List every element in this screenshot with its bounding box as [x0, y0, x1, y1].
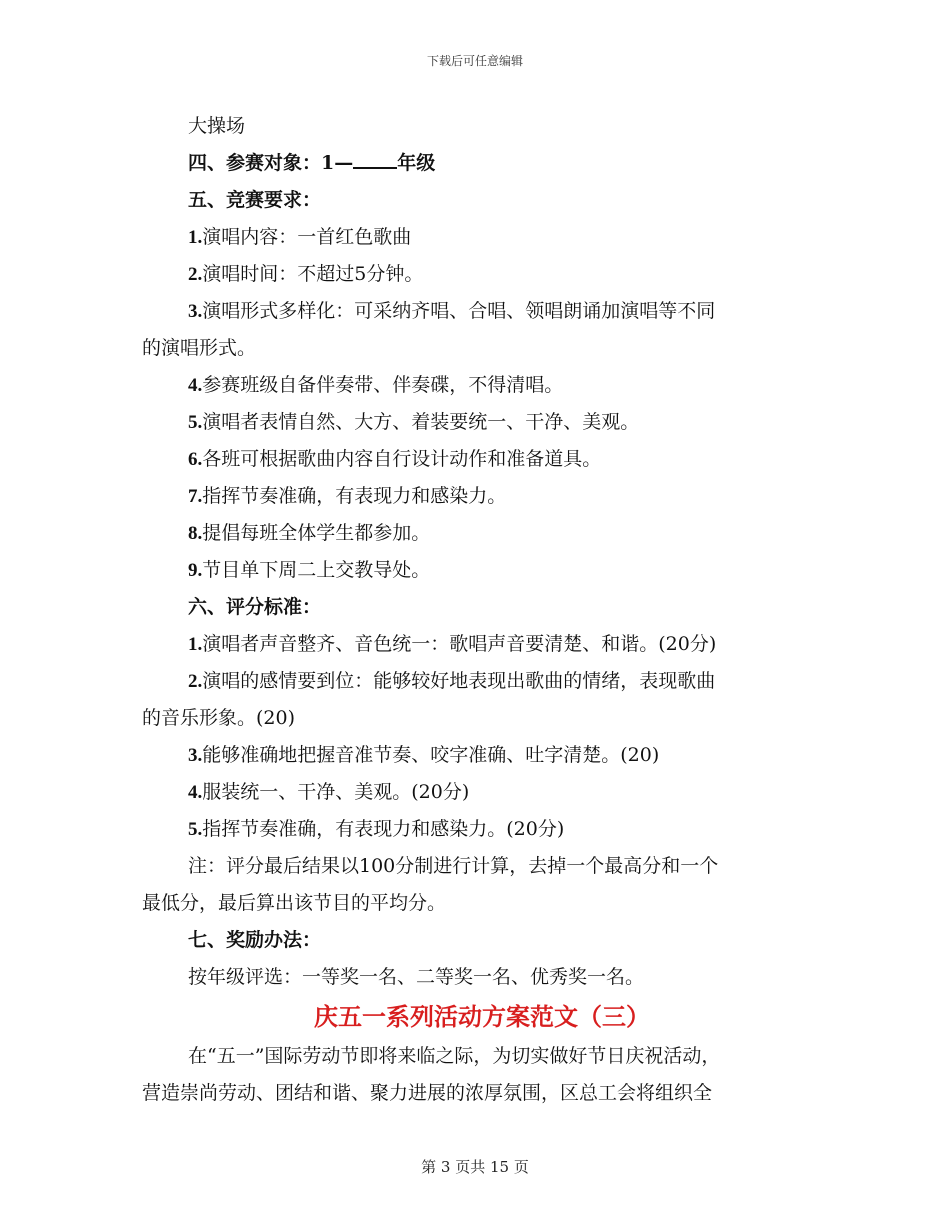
requirement-item-9 [142, 552, 812, 589]
scoring-item-2 [142, 663, 812, 700]
awards-text: 按年级评选：一等奖一名、二等奖一名、优秀奖一名。 [188, 966, 645, 988]
scoring-item-3 [142, 737, 812, 774]
page-header: 下载后可任意编辑 [426, 54, 523, 68]
scoring-item-2-continued: 的音乐形象。(20) [142, 707, 296, 729]
requirement-item-4 [142, 367, 812, 404]
section-6-heading: 六、评分标准： [188, 596, 322, 618]
item-text: 演唱内容：一首红色歌曲 [202, 226, 412, 248]
section-title: 庆五一系列活动方案范文（三） [314, 1002, 650, 1031]
item-text: 演唱的感情要到位：能够较好地表现出歌曲的情绪，表现歌曲 [202, 670, 716, 692]
item-number: 8. [188, 523, 203, 544]
grade-blank [353, 149, 397, 169]
item-number: 7. [188, 486, 203, 507]
scoring-item-5 [142, 811, 812, 848]
item-number: 5. [188, 412, 203, 433]
section-5-heading: 五、竞赛要求： [188, 189, 322, 211]
scoring-item-4 [142, 774, 812, 811]
item-text: 参赛班级自备伴奏带、伴奏碟，不得清唱。 [202, 374, 564, 396]
item-text: 各班可根据歌曲内容自行设计动作和准备道具。 [202, 448, 602, 470]
item-number: 5. [188, 819, 203, 840]
item-text: 演唱者表情自然、大方、着装要统一、干净、美观。 [202, 411, 640, 433]
document-body [142, 108, 812, 1112]
section-4-suffix: 年级 [397, 152, 436, 174]
requirement-item-8 [142, 515, 812, 552]
item-number: 1. [188, 634, 203, 655]
item-text: 提倡每班全体学生都参加。 [202, 522, 431, 544]
item-text: 演唱者声音整齐、音色统一：歌唱声音要清楚、和谐。(20分) [202, 633, 717, 655]
requirement-item-1 [142, 219, 812, 256]
requirement-item-5 [142, 404, 812, 441]
venue-text: 大操场 [188, 115, 246, 137]
requirement-item-6 [142, 441, 812, 478]
item-text: 演唱时间：不超过5分钟。 [202, 263, 424, 285]
scoring-item-1 [142, 626, 812, 663]
item-number: 1. [188, 227, 203, 248]
item-text: 指挥节奏准确，有表现力和感染力。 [202, 485, 507, 507]
item-number: 2. [188, 671, 203, 692]
item-number: 9. [188, 560, 203, 581]
scoring-note-line-2: 最低分，最后算出该节目的平均分。 [142, 892, 447, 914]
requirement-item-3 [142, 293, 812, 330]
requirement-item-2 [142, 256, 812, 293]
section-4-prefix: 四、参赛对象：1— [188, 152, 354, 174]
section-7-heading: 七、奖励办法： [188, 929, 322, 951]
item-text: 节目单下周二上交教导处。 [202, 559, 431, 581]
page-footer: 第 3 页共 15 页 [421, 1158, 529, 1176]
item-number: 3. [188, 301, 203, 322]
scoring-note-line-1: 注：评分最后结果以100分制进行计算，去掉一个最高分和一个 [188, 855, 719, 877]
item-text: 演唱形式多样化：可采纳齐唱、合唱、领唱朗诵加演唱等不同 [202, 300, 716, 322]
item-number: 2. [188, 264, 203, 285]
requirement-item-3-continued: 的演唱形式。 [142, 337, 257, 359]
item-number: 6. [188, 449, 203, 470]
intro-paragraph-line-1: 在“五一”国际劳动节即将来临之际，为切实做好节日庆祝活动， [188, 1045, 721, 1067]
item-number: 3. [188, 745, 203, 766]
intro-paragraph-line-2: 营造崇尚劳动、团结和谐、聚力进展的浓厚氛围，区总工会将组织全 [142, 1082, 713, 1104]
item-text: 能够准确地把握音准节奏、咬字准确、吐字清楚。(20) [202, 744, 660, 766]
item-number: 4. [188, 375, 203, 396]
requirement-item-7 [142, 478, 812, 515]
item-text: 指挥节奏准确，有表现力和感染力。(20分) [202, 818, 565, 840]
item-number: 4. [188, 782, 203, 803]
section-4-heading [142, 145, 812, 182]
item-text: 服装统一、干净、美观。(20分) [202, 781, 470, 803]
